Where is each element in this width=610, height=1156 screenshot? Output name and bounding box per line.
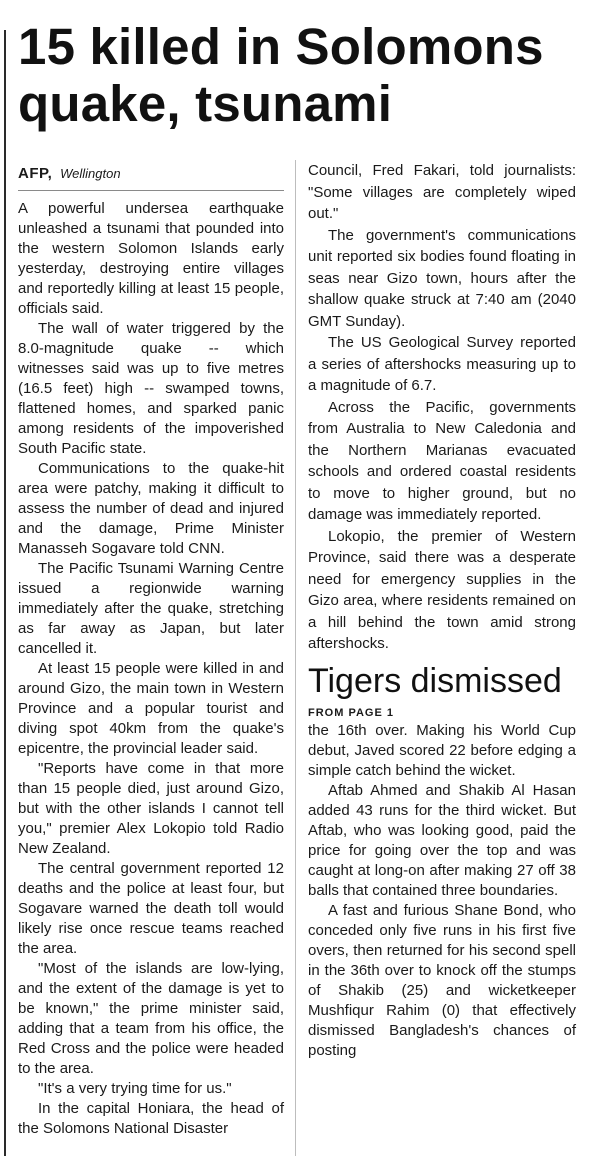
article-continued-paragraph: The US Geological Survey reported a series of aftershocks measuring up to a magnitude of 6.7. bbox=[308, 334, 576, 394]
article-paragraph: "It's a very trying time for us." bbox=[38, 1080, 232, 1097]
right-column bbox=[308, 160, 576, 1061]
article-paragraph: The central government reported 12 deaths and the police at least four, but Sogavare warned the death toll would likely rise once rescue teams reached the area. bbox=[18, 860, 284, 957]
article-paragraph: Communications to the quake-hit area were patchy, making it difficult to assess the number of dead and injured and the damage, Prime Minister Manasseh Sogavare told CNN. bbox=[18, 460, 284, 557]
article-paragraph: In the capital Honiara, the head of the Solomons National Disaster bbox=[18, 1100, 284, 1137]
jump-label: FROM PAGE 1 bbox=[308, 706, 394, 719]
article-headline: 15 killed in Solomons quake, tsunami bbox=[18, 18, 544, 132]
byline-place: Wellington bbox=[60, 166, 121, 181]
left-column-rule bbox=[4, 30, 6, 1156]
article-continued-paragraph: The government's communications unit reported six bodies found floating in seas near Gizo town, hours after the shallow quake struck at 7:40 am (2040 GMT Sunday). bbox=[308, 226, 576, 330]
second-article-paragraph: A fast and furious Shane Bond, who conceded only five runs in his first five overs, then returned for his second spell in the 36th over to knock off the stumps of Shakib (25) and wicketkeeper Mushfiqur Rahim (0) that effectively dismissed Bangladesh's chances of posting bbox=[308, 901, 576, 1059]
article-paragraph: "Most of the islands are low-lying, and the extent of the damage is yet to be known," the prime minister said, adding that a team from his office, the Red Cross and the police were headed to the area. bbox=[18, 960, 284, 1077]
column-divider bbox=[295, 160, 296, 1156]
second-article-headline: Tigers dismissed bbox=[308, 661, 562, 700]
article-continued-paragraph: Lokopio, the premier of Western Province, said there was a desperate need for emergency supplies in the Gizo area, where residents remained on a hill behind the town amid strong aftershocks. bbox=[308, 527, 576, 652]
left-column bbox=[18, 163, 284, 1139]
article-paragraph: A powerful undersea earthquake unleashed a tsunami that pounded into the western Solomon Islands early yesterday, destroying entire villages and reportedly killing at least 15 people, officials said. bbox=[18, 200, 284, 317]
second-article-paragraph: Aftab Ahmed and Shakib Al Hasan added 43 runs for the third wicket. But Aftab, who was looking good, paid the price for going over the top and was caught at long-on after making 27 off 38 balls that contained three boundaries. bbox=[308, 781, 576, 899]
article-paragraph: At least 15 people were killed in and around Gizo, the main town in Western Province and a popular tourist and diving spot 40km from the quake's epicentre, the provincial leader said. bbox=[18, 660, 284, 757]
byline bbox=[18, 163, 284, 191]
article-paragraph: The Pacific Tsunami Warning Centre issued a regionwide warning immediately after the quake, stretching as far away as Japan, but later cancelled it. bbox=[18, 560, 284, 657]
article-continued-paragraph: Council, Fred Fakari, told journalists: "Some villages are completely wiped out." bbox=[308, 162, 576, 222]
article-paragraph: The wall of water triggered by the 8.0-magnitude quake -- which witnesses said was up to five metres (16.5 feet) high -- swamped towns, flattened homes, and sparked panic among residents of the impoverished South Pacific state. bbox=[18, 320, 284, 457]
second-article-paragraph: the 16th over. Making his World Cup debut, Javed scored 22 before edging a simple catch behind the wicket. bbox=[308, 721, 576, 779]
byline-agency: AFP, bbox=[18, 165, 53, 182]
article-paragraph: "Reports have come in that more than 15 people died, just around Gizo, but with the other islands I cannot tell you," premier Alex Lokopio told Radio New Zealand. bbox=[18, 760, 284, 857]
article-continued-paragraph: Across the Pacific, governments from Australia to New Caledonia and the Northern Marianas evacuated schools and ordered coastal residents to move to higher ground, but no damage was immediately reported. bbox=[308, 398, 576, 523]
